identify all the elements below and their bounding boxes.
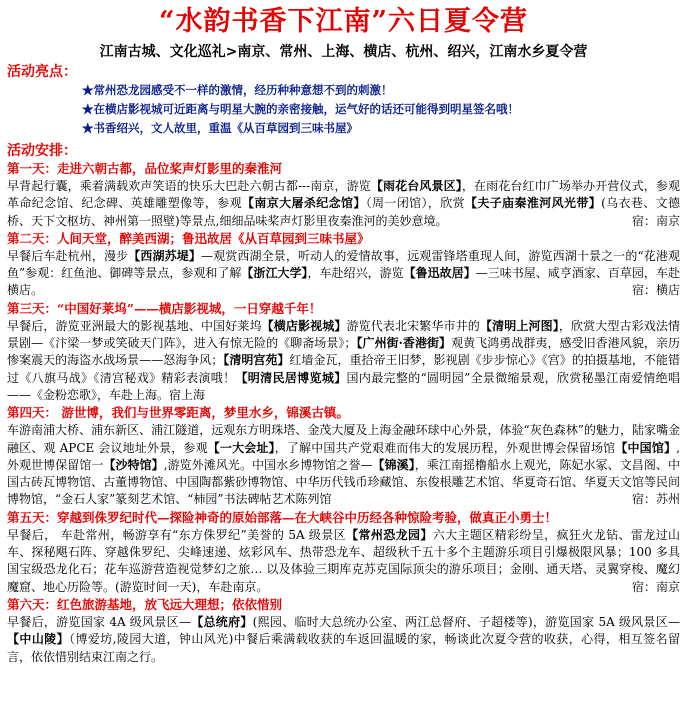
schedule-heading: 活动安排：	[7, 143, 77, 159]
keyword: 【中山陵】	[7, 632, 70, 647]
day-2-section	[0, 230, 687, 300]
day-3-body	[0, 318, 687, 404]
highlights-heading: 活动亮点：	[7, 64, 77, 80]
day-2-body	[0, 248, 687, 300]
day-4-title: 第四天： 游世博，我们与世界零距离，梦里水乡，锦溪古镇。	[7, 405, 349, 421]
keyword: 【浙江大学】	[241, 266, 308, 281]
keyword: 【锦溪】	[372, 457, 415, 472]
keyword: 【常州恐龙园】	[346, 527, 433, 542]
day-3-title: 第三天：“中国好莱坞”——横店影视城，一日穿越千年！	[7, 300, 322, 316]
day-3-text: 早餐后，游览亚洲最大的影视基地、中国好莱坞【横店影视城】游览代表北宋繁华市井的【清明上河图】，欣赏大型古彩戏法情景剧—《汴梁一梦或笑破天门阵》，进入有惊无险的《聊斋场景》；【广州街·香港街】观黄飞鸿勇战群夷，感受旧香港风貌，亲历惨案震天的海盗水战场景——怒海争风；【清明宫苑】红墙金瓦，重拾帝王旧梦，影视剧《步步惊心》《宫》的拍摄基地，不能错过《八旗马战》《清宫秘戏》精彩表演哦！【明清民居博览城】国内最完整的“圆明园”全景微缩景观，欣赏秘墨江南爱情绝唱——《金粉恋歌》，车赴上海。宿上海	[7, 318, 680, 402]
day-2-title: 第二天：人间天堂，醉美西湖；鲁迅故居《从百草园到三味书屋》	[7, 230, 370, 246]
day-2-stay: 宿：横店	[631, 283, 680, 298]
day-1-stay: 宿：南京	[631, 213, 680, 228]
keyword: 【夫子庙秦淮河风光带】	[465, 196, 602, 211]
keyword: 【明清民居博览城】	[235, 370, 347, 385]
day-4-body	[0, 422, 687, 508]
day-4-section	[0, 404, 687, 508]
day-3-section	[0, 300, 687, 404]
highlight-item: ★常州恐龙园感受不一样的激情，经历种种意想不到的刺激！	[82, 83, 393, 97]
day-2-text: 早餐后车赴杭州，漫步【西湖苏堤】—观赏西湖全景，听动人的爱情故事，远观雷锋塔重现人间，游览西湖十景之一的“花港观鱼”参观：红鱼池、御碑等景点，参观和了解【浙江大学】，车赴绍兴，游览【鲁迅故居】—三味书屋、咸亨酒家、百草园，车赴横店。	[7, 248, 680, 298]
day-6-title: 第六天：红色旅游基地，放飞远大理想；依依惜别	[7, 596, 283, 612]
day-5-section	[0, 509, 687, 596]
keyword: 【横店影视城】	[261, 318, 347, 333]
keyword: 【雨花台风景区】	[370, 179, 462, 193]
day-4-stay: 宿：苏州	[631, 492, 680, 507]
keyword: 【广州街·香港街】	[356, 336, 452, 351]
highlight-item: ★书香绍兴，文人故里，重温《从百草园到三味书屋》	[82, 121, 358, 135]
highlight-item: ★在横店影视城可近距离与明星大腕的亲密接触，运气好的话还可能得到明星签名哦！	[82, 102, 519, 116]
day-1-body	[0, 178, 687, 230]
highlights-list	[0, 81, 687, 138]
keyword: 【西湖苏堤】	[128, 248, 201, 263]
day-6-body	[0, 614, 687, 666]
day-5-text: 早餐后， 车赴常州，畅游享有“东方侏罗纪”美誉的 5A 级景区【常州恐龙园】六大主题区精彩纷呈，疯狂火龙钻、雷龙过山车、探秘飓石阵、穿越侏罗纪、尖峰速递、炫彩风车、热带恐龙车、超级秋千五十多个主题游乐项目引爆极限风暴；100 多具国宝级恐龙化石；花车巡游营造视觉梦幻之旅… 以及体验三期库克苏克国际顶尖的游乐项目；金刚、通天塔、灵翼穿梭、魔幻魔窟、地心历险等。(游览时间一天)，车赴南京。	[7, 527, 680, 594]
day-4-text: 车游南浦大桥、浦东新区、浦江隧道，远观东方明珠塔、金茂大厦及上海金融环球中心外景，体验“灰色森林”的魅力，陆家嘴金融区、观 APCE 会议地址外景，参观【一大会址】，了解中国共产党艰难而伟大的发展历程，外观世博会保留场馆【中国馆】,外观世博保留馆一【沙特馆】,游览外滩风光。中国水乡博物馆之誉—【锦溪】，乘江南摇橹船水上观光，陈妃水冢、文昌阁、中国古砖瓦博物馆、古董博物馆、中国陶都紫砂博物馆、中华历代钱币珍藏馆、东俊根雕艺术馆、华夏奇石馆、华夏天文馆等民间博物馆，“金石人家”篆刻艺术馆、“柿园”书法碑帖艺术陈列馆	[7, 423, 680, 507]
day-6-section	[0, 596, 687, 666]
day-1-section	[0, 160, 687, 230]
day-5-stay: 宿：南京	[631, 579, 680, 594]
page-subtitle: 江南古城、文化巡礼>南京、常州、上海、横店、杭州、绍兴，江南水乡夏令营	[99, 44, 588, 60]
keyword: 【中国馆】	[615, 440, 677, 455]
keyword: 【沙特馆】	[103, 457, 164, 472]
keyword: 【一大会址】	[207, 440, 275, 455]
day-5-title: 第五天：穿越到侏罗纪时代—探险神奇的原始部落—在大峡谷中历经各种惊险考验，做真正小勇士！	[7, 509, 558, 525]
keyword: 【南京大屠杀纪念馆】	[242, 196, 366, 211]
keyword: 【清明上河图】	[479, 318, 559, 333]
day-5-body	[0, 527, 687, 596]
keyword: 【清明宫苑】	[223, 353, 290, 368]
day-1-title: 第一天：走进六朝古都，品位桨声灯影里的秦淮河	[7, 161, 283, 176]
day-1-text: 早背起行囊，乘着满载欢声笑语的快乐大巴赴六朝古都---南京，游览【雨花台风景区】，在雨花台红巾广场举办开营仪式，参观革命纪念馆、纪念碑、英雄雕塑像等，参观【南京大屠杀纪念馆】（周一闭馆），欣赏【夫子庙秦淮河风光带】(乌衣巷、文德桥、天下文枢坊、神州第一照壁)等景点,细细品味桨声灯影里夜秦淮河的美妙意境。	[7, 179, 680, 228]
page-title: “水韵书香下江南”六日夏令营	[158, 6, 529, 37]
day-6-text: 早餐后，游览国家 4A 级风景区—【总统府】(熙园、临时大总统办公室、两江总督府、子超楼等)，游览国家 5A 级风景区—【中山陵】（博爱坊,陵园大道，钟山风光)中餐后乘满载收获的车返回温暖的家，畅谈此次夏令营的收获，心得，相互签名留言，依依惜别结束江南之行。	[7, 614, 680, 664]
keyword: 【总统府】	[190, 614, 253, 629]
keyword: 【鲁迅故居】	[403, 266, 476, 281]
